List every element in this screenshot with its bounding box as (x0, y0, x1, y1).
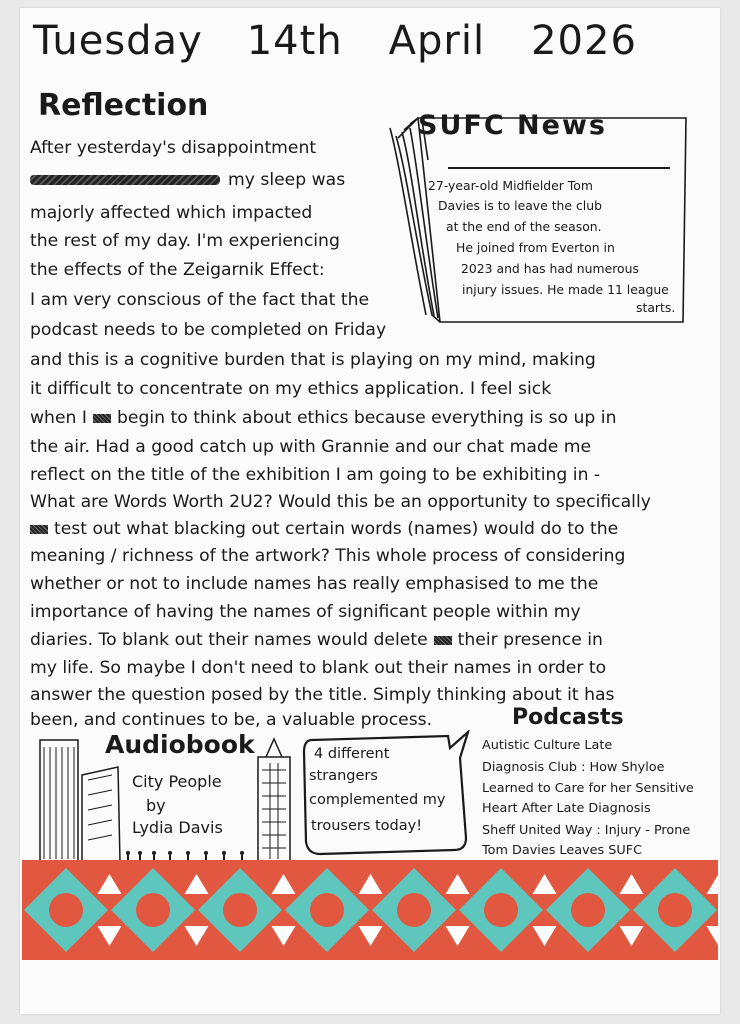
bubble-line: 4 different (314, 746, 390, 762)
audiobook-by: by (146, 796, 166, 815)
reflection-line-text: when I (30, 408, 87, 428)
band-triangle (185, 926, 209, 946)
news-line: 2023 and has had numerous (461, 261, 639, 276)
band-triangle (98, 874, 122, 894)
reflection-line: my life. So maybe I don't need to blank out their names in order to (30, 658, 607, 678)
reflection-line: it difficult to concentrate on my ethics application. I feel sick (30, 379, 552, 399)
band-circle (310, 893, 344, 927)
reflection-line (30, 521, 618, 538)
band-triangle (620, 926, 644, 946)
podcast-line: Tom Davies Leaves SUFC (482, 843, 643, 858)
reflection-line: podcast needs to be completed on Friday (30, 320, 387, 340)
podcast-line: Sheff United Way : Injury - Prone (482, 823, 691, 838)
bubble-line: trousers today! (311, 818, 423, 834)
podcast-line: Learned to Care for her Sensitive (482, 781, 694, 796)
redaction-scribble (93, 414, 111, 423)
band-circle (484, 893, 518, 927)
band-triangle (707, 926, 719, 946)
band-triangle (185, 874, 209, 894)
audiobook-title: Audiobook (105, 730, 255, 759)
reflection-line: and this is a cognitive burden that is playing on my mind, making (30, 350, 596, 370)
reflection-line-text: their presence in (457, 630, 603, 650)
news-line: 27-year-old Midfielder Tom (428, 178, 593, 193)
bubble-line: complemented my (309, 792, 446, 808)
audiobook-book: City People (132, 772, 222, 791)
band-pattern (22, 860, 718, 960)
reflection-title: Reflection (38, 88, 209, 123)
band-triangle (620, 874, 644, 894)
band-triangle (272, 874, 296, 894)
reflection-line: I am very conscious of the fact that the (30, 290, 370, 310)
podcast-line: Autistic Culture Late (482, 738, 613, 753)
reflection-line-text: my sleep was (228, 170, 346, 190)
band-triangle (446, 926, 470, 946)
band-triangle (359, 874, 383, 894)
reflection-line-text: diaries. To blank out their names would delete (30, 630, 428, 650)
redaction-scribble (30, 525, 48, 534)
reflection-line-text: test out what blacking out certain words (names) would do to the (54, 519, 619, 539)
date-day: Tuesday (33, 18, 203, 64)
podcast-line: Heart After Late Diagnosis (482, 801, 651, 816)
band-circle (136, 893, 170, 927)
news-line: He joined from Everton in (456, 240, 615, 255)
redaction-scribble (434, 636, 452, 645)
reflection-line: the rest of my day. I'm experiencing (30, 231, 340, 251)
date-header (33, 18, 637, 64)
reflection-line: After yesterday's disappointment (30, 138, 317, 158)
audiobook-author: Lydia Davis (132, 818, 223, 837)
date-dom: 14th (246, 18, 343, 64)
reflection-line: reflect on the title of the exhibition I am going to be exhibiting in - (30, 465, 601, 485)
podcast-line: Diagnosis Club : How Shyloe (482, 760, 665, 775)
band-circle (397, 893, 431, 927)
band-triangle (533, 874, 557, 894)
decorative-band (22, 860, 718, 960)
news-line: injury issues. He made 11 league (462, 282, 669, 297)
reflection-line: the effects of the Zeigarnik Effect: (30, 260, 325, 280)
reflection-line: majorly affected which impacted (30, 203, 313, 223)
bubble-line: strangers (309, 768, 378, 784)
band-circle (571, 893, 605, 927)
band-circle (49, 893, 83, 927)
reflection-line (30, 172, 345, 189)
band-triangle (707, 874, 719, 894)
band-triangle (359, 926, 383, 946)
reflection-line: meaning / richness of the artwork? This whole process of considering (30, 546, 626, 566)
news-title: SUFC News (418, 110, 607, 141)
band-triangle (533, 926, 557, 946)
redaction-scribble (30, 175, 220, 185)
reflection-line (30, 632, 603, 649)
reflection-line (30, 410, 616, 427)
news-line: Davies is to leave the club (438, 198, 602, 213)
reflection-line: been, and continues to be, a valuable process. (30, 710, 433, 730)
podcasts-title: Podcasts (512, 705, 624, 730)
reflection-line-text: begin to think about ethics because everything is so up in (116, 408, 617, 428)
news-line: at the end of the season. (446, 219, 602, 234)
band-circle (658, 893, 692, 927)
date-year: 2026 (531, 18, 637, 64)
date-month: April (388, 18, 486, 64)
band-circle (223, 893, 257, 927)
band-triangle (272, 926, 296, 946)
reflection-line: answer the question posed by the title. Simply thinking about it has (30, 685, 615, 705)
reflection-line: What are Words Worth 2U2? Would this be an opportunity to specifically (30, 492, 651, 512)
band-triangle (446, 874, 470, 894)
news-line: starts. (636, 300, 676, 315)
band-triangle (98, 926, 122, 946)
reflection-line: whether or not to include names has really emphasised to me the (30, 574, 599, 594)
reflection-line: the air. Had a good catch up with Grannie and our chat made me (30, 437, 592, 457)
reflection-line: importance of having the names of significant people within my (30, 602, 581, 622)
